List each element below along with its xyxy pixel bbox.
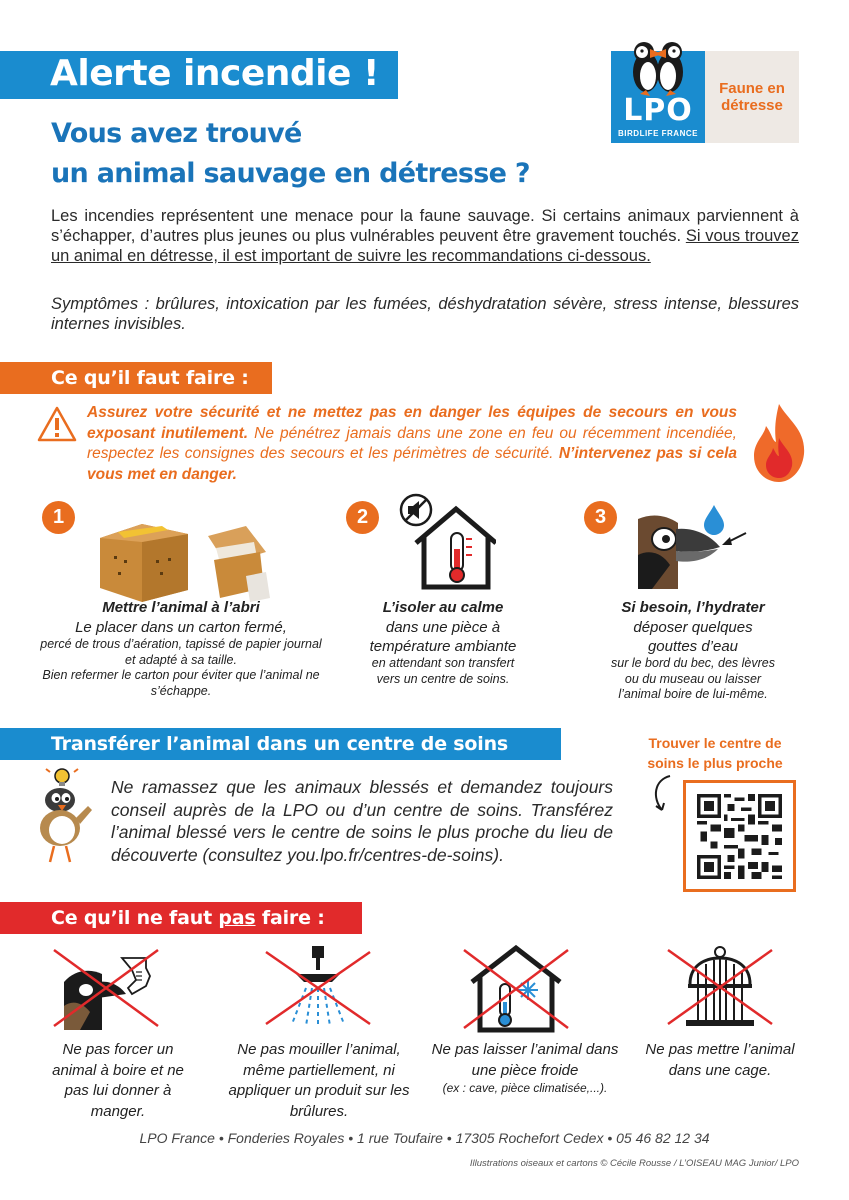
step-1-number: 1 bbox=[42, 501, 75, 534]
puffins-logo-icon bbox=[620, 38, 696, 100]
bird-water-drop-icon bbox=[632, 505, 757, 590]
step-3-detail: sur le bord du bec, des lèvres ou du museau ou laisser l’animal boire de lui-même. bbox=[611, 656, 775, 701]
step-2-main: dans une pièce à température ambiante bbox=[369, 619, 517, 655]
page-subtitle bbox=[51, 114, 530, 194]
section-do-heading: Ce qu’il faut faire : bbox=[51, 367, 249, 389]
warning-bold-2: N’intervenez pas si cela vous met en danger. bbox=[87, 445, 737, 483]
warning-icon bbox=[36, 405, 78, 443]
footer-address: LPO France • Fonderies Royales • 1 rue Toufaire • 17305 Rochefort Cedex • 05 46 82 12 34 bbox=[139, 1130, 710, 1146]
qr-code-icon[interactable] bbox=[697, 794, 782, 879]
no-cold-room-icon bbox=[460, 944, 572, 1034]
subtitle-line-2: un animal sauvage en détresse ? bbox=[51, 158, 530, 189]
section-dont-heading-part-1: Ce qu’il ne faut bbox=[51, 907, 219, 929]
section-dont-heading bbox=[51, 907, 325, 929]
logo-label-line-1: Faune en bbox=[719, 80, 785, 97]
section-transfer-heading: Transférer l’animal dans un centre de soins bbox=[51, 733, 509, 755]
intro-underlined-text: Si vous trouvez un animal en détresse, il est important de suivre les recommandations ci-dessous. bbox=[51, 227, 799, 265]
no-water-shower-icon bbox=[262, 944, 374, 1030]
step-2-number: 2 bbox=[346, 501, 379, 534]
no-cage-icon bbox=[664, 944, 776, 1030]
step-3-title: Si besoin, l’hydrater bbox=[621, 599, 765, 616]
step-3-text bbox=[584, 598, 802, 703]
dont-3-main: Ne pas laisser l’animal dans une pièce froide bbox=[431, 1041, 619, 1079]
no-force-feeding-icon bbox=[50, 946, 162, 1030]
dont-3-example: (ex : cave, pièce climatisée,...). bbox=[442, 1081, 608, 1095]
step-1-text bbox=[40, 598, 322, 699]
section-dont-heading-underlined: pas bbox=[218, 907, 256, 929]
dont-4-text: Ne pas mettre l’animal dans une cage. bbox=[645, 1041, 795, 1079]
step-2-text bbox=[318, 598, 568, 687]
logo-tagline: BIRDLIFE FRANCE bbox=[618, 129, 698, 138]
step-3-main: déposer quelques gouttes d’eau bbox=[633, 619, 753, 655]
logo-brand: LPO bbox=[623, 93, 693, 128]
step-1-detail: percé de trous d’aération, tapissé de papier journal et adapté à sa taille. bbox=[40, 637, 322, 667]
section-dont-heading-part-2: faire : bbox=[255, 907, 325, 929]
cardboard-box-icon bbox=[96, 512, 274, 604]
page-title: Alerte incendie ! bbox=[50, 53, 379, 94]
footer-credits: Illustrations oiseaux et cartons © Cécile Rousse / L’OISEAU MAG Junior/ LPO bbox=[469, 1158, 799, 1169]
warning-normal: Ne pénétrez jamais dans une zone en feu ou récemment incendiée, respectez les consignes des secours et les périmètres de sécurité. bbox=[87, 424, 737, 462]
bird-lightbulb-icon bbox=[26, 766, 98, 866]
intro-paragraph bbox=[51, 206, 799, 266]
qr-code-label: Trouver le centre de soins le plus proche bbox=[647, 735, 783, 771]
curved-arrow-icon bbox=[648, 772, 678, 816]
step-1-title: Mettre l’animal à l’abri bbox=[102, 599, 260, 616]
dont-3-text bbox=[430, 1040, 620, 1096]
logo-label-line-2: détresse bbox=[721, 97, 783, 114]
step-2-detail: en attendant son transfert vers un centre de soins. bbox=[371, 656, 515, 686]
transfer-paragraph: Ne ramassez que les animaux blessés et demandez toujours conseil auprès de la LPO ou d’un centre de soins. Transférez l’animal blessé vers le centre de soins le plus proche du lieu de découverte (consultez you.lpo.fr/centres-de-soins). bbox=[111, 777, 613, 865]
logo-label bbox=[705, 80, 799, 114]
dont-2-text: Ne pas mouiller l’animal, même partiellement, ni appliquer un produit sur les brûlures. bbox=[228, 1041, 410, 1120]
step-2-title: L’isoler au calme bbox=[382, 599, 504, 616]
safety-warning bbox=[87, 403, 737, 485]
fire-icon bbox=[748, 402, 810, 484]
house-thermometer-icon bbox=[396, 491, 496, 591]
step-1-main: Le placer dans un carton fermé, bbox=[75, 619, 287, 636]
intro-text: Les incendies représentent une menace pour la faune sauvage. Si certains animaux parviennent à s’échapper, d’autres plus jeunes ou plus vulnérables peuvent être gravement touchés. bbox=[51, 207, 799, 245]
symptoms-text: Symptômes : brûlures, intoxication par les fumées, déshydratation sévère, stress intense, blessures internes invisibles. bbox=[51, 295, 799, 333]
dont-1-text: Ne pas forcer un animal à boire et ne pas lui donner à manger. bbox=[52, 1041, 184, 1120]
warning-bold-1: Assurez votre sécurité et ne mettez pas en danger les équipes de secours en vous exposant inutilement. bbox=[87, 404, 737, 442]
step-1-detail-2: Bien refermer le carton pour éviter que l’animal ne s’échappe. bbox=[42, 668, 320, 698]
subtitle-line-1: Vous avez trouvé bbox=[51, 118, 302, 149]
step-3-number: 3 bbox=[584, 501, 617, 534]
